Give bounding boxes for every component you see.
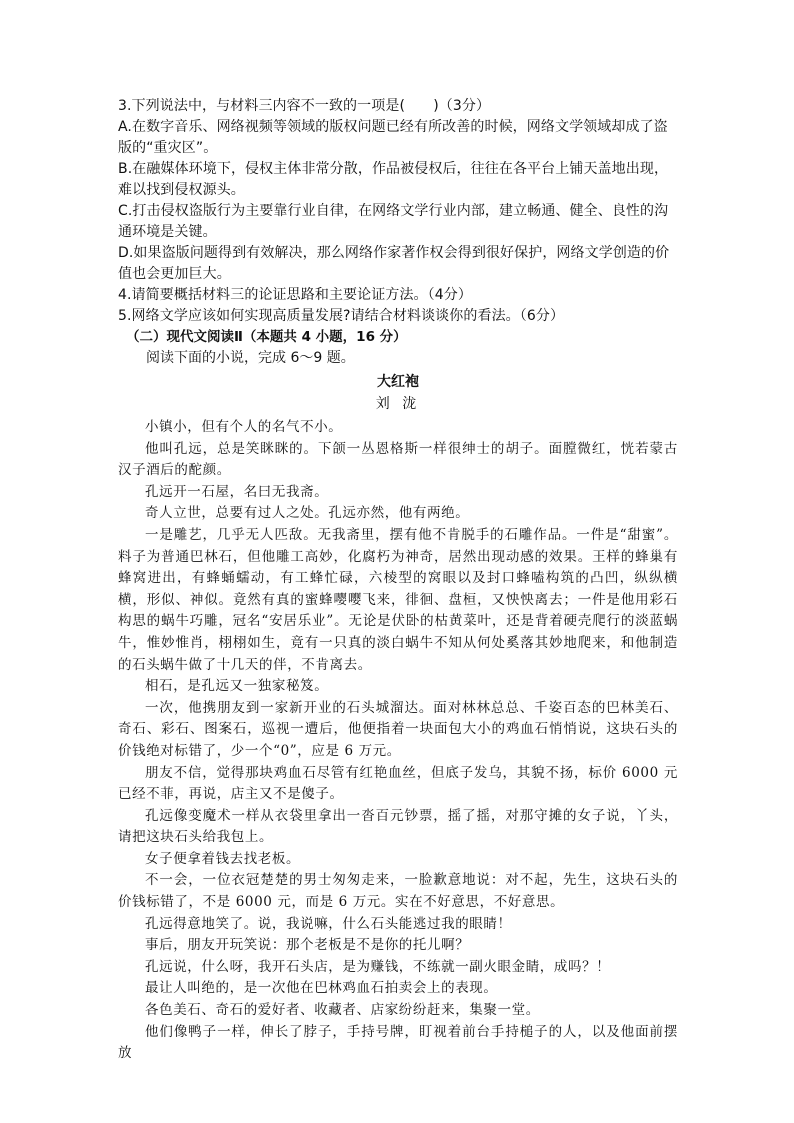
question-4: 4.请简要概括材料三的论证思路和主要论证方法。（4分）: [118, 287, 472, 303]
question-3-stem: 3.下列说法中，与材料三内容不一致的一项是( )（3分）: [118, 98, 491, 114]
story-paragraph: 孔远开一石屋，名曰无我斋。: [145, 483, 329, 500]
story-paragraph: 最让人叫绝的，是一次他在巴林鸡血石拍卖会上的表现。: [145, 980, 498, 997]
story-paragraph: 他们像鸭子一样，伸长了脖子，手持号牌，盯视着前台手持槌子的人，以及他面前摆放: [118, 1023, 678, 1062]
question-3-option-d: D.如果盗版问题得到有效解决，那么网络作家著作权会得到很好保护，网络文学创造的价值也会更加巨大。: [118, 245, 670, 282]
story-paragraph: 事后，朋友开玩笑说：那个老板是不是你的托儿啊？: [145, 937, 470, 954]
story-paragraph: 他叫孔远，总是笑眯眯的。下颌一丛恩格斯一样很绅士的胡子。面膛微红，恍若蒙古汉子酒后的酡颜。: [118, 440, 678, 479]
story-paragraph: 孔远得意地笑了。说，我说嘛，什么石头能逃过我的眼睛！: [145, 915, 512, 932]
story-paragraph: 孔远说，什么呀，我开石头店，是为赚钱，不练就一副火眼金睛，成吗？！: [145, 958, 611, 975]
story-paragraph: 孔远像变魔术一样从衣袋里拿出一沓百元钞票，摇了摇，对那守摊的女子说，丫头，请把这块石头给我包上。: [118, 807, 678, 846]
story-paragraph: 朋友不信，觉得那块鸡血石尽管有红艳血丝，但底子发乌，其貌不扬，标价 6000 元已经不菲，再说，店主又不是傻子。: [118, 764, 678, 803]
story-paragraph: 小镇小，但有个人的名气不小。: [145, 419, 343, 435]
story-paragraph: 不一会，一位衣冠楚楚的男士匆匆走来，一脸歉意地说：对不起，先生，这块石头的价钱标错了，不是 6000 元，而是 6 万元。实在不好意思，不好意思。: [118, 872, 678, 911]
story-title: 大红袍: [377, 374, 419, 390]
story-paragraph: 一是雕艺，几乎无人匹敌。无我斋里，摆有他不肯脱手的石雕作品。一件是“甜蜜”。料子为普通巴林石，但他雕工高妙，化腐朽为神奇，居然出现动感的效果。王样的蜂巢有蜂窝进出，有蜂蛹蠕动，有工蜂忙碌，六棱型的窝眼以及封口蜂嗑构筑的凸凹，纵纵横横，形似、神似。竟然有真的蜜蜂嘤嘤飞来，徘徊、盘桓，又怏怏离去；一件是他用彩石构思的蜗牛巧雕，冠名“安居乐业”。无论是伏卧的枯黄菜叶，还是背着硬壳爬行的淡蓝蜗牛，惟妙惟肖，栩栩如生，竟有一只真的淡白蜗牛不知从何处奚落其妙地爬来，和他制造的石头蜗牛做了十几天的伴，不肯离去。: [118, 526, 678, 673]
story-paragraph: 一次，他携朋友到一家新开业的石头城溜达。面对林林总总、千姿百态的巴林美石、奇石、彩石、图案石，巡视一遭后，他便指着一块面包大小的鸡血石悄悄说，这块石头的价钱绝对标错了，少一个“0”，应是 6 万元。: [118, 699, 678, 759]
reading-instruction: 阅读下面的小说，完成 6～9 题。: [146, 350, 355, 366]
story-paragraph: 各色美石、奇石的爱好者、收藏者、店家纷纷赶来，集聚一堂。: [145, 1002, 540, 1019]
story-body: [118, 417, 678, 1065]
question-3-option-b: B.在融媒体环境下，侵权主体非常分散，作品被侵权后，往往在各平台上铺天盖地出现，难以找到侵权源头。: [118, 161, 669, 198]
question-3-option-c: C.打击侵权盗版行为主要靠行业自律，在网络文学行业内部，建立畅通、健全、良性的沟通环境是关键。: [118, 203, 669, 240]
question-5: 5.网络文学应该如何实现高质量发展?请结合材料谈谈你的看法。（6分）: [118, 308, 565, 324]
story-author: 刘 泷: [375, 396, 421, 412]
question-3-option-a: A.在数字音乐、网络视频等领域的版权问题已经有所改善的时候，网络文学领域却成了盗版的“重灾区”。: [118, 119, 668, 156]
story-paragraph: 女子便拿着钱去找老板。: [145, 850, 301, 867]
exam-page: [118, 96, 678, 1065]
section-heading: （二）现代文阅读Ⅱ（本题共 4 小题，16 分）: [126, 329, 407, 345]
story-paragraph: 奇人立世，总要有过人之处。孔远亦然，他有两绝。: [145, 505, 470, 522]
story-paragraph: 相石，是孔远又一独家秘笈。: [145, 678, 329, 695]
